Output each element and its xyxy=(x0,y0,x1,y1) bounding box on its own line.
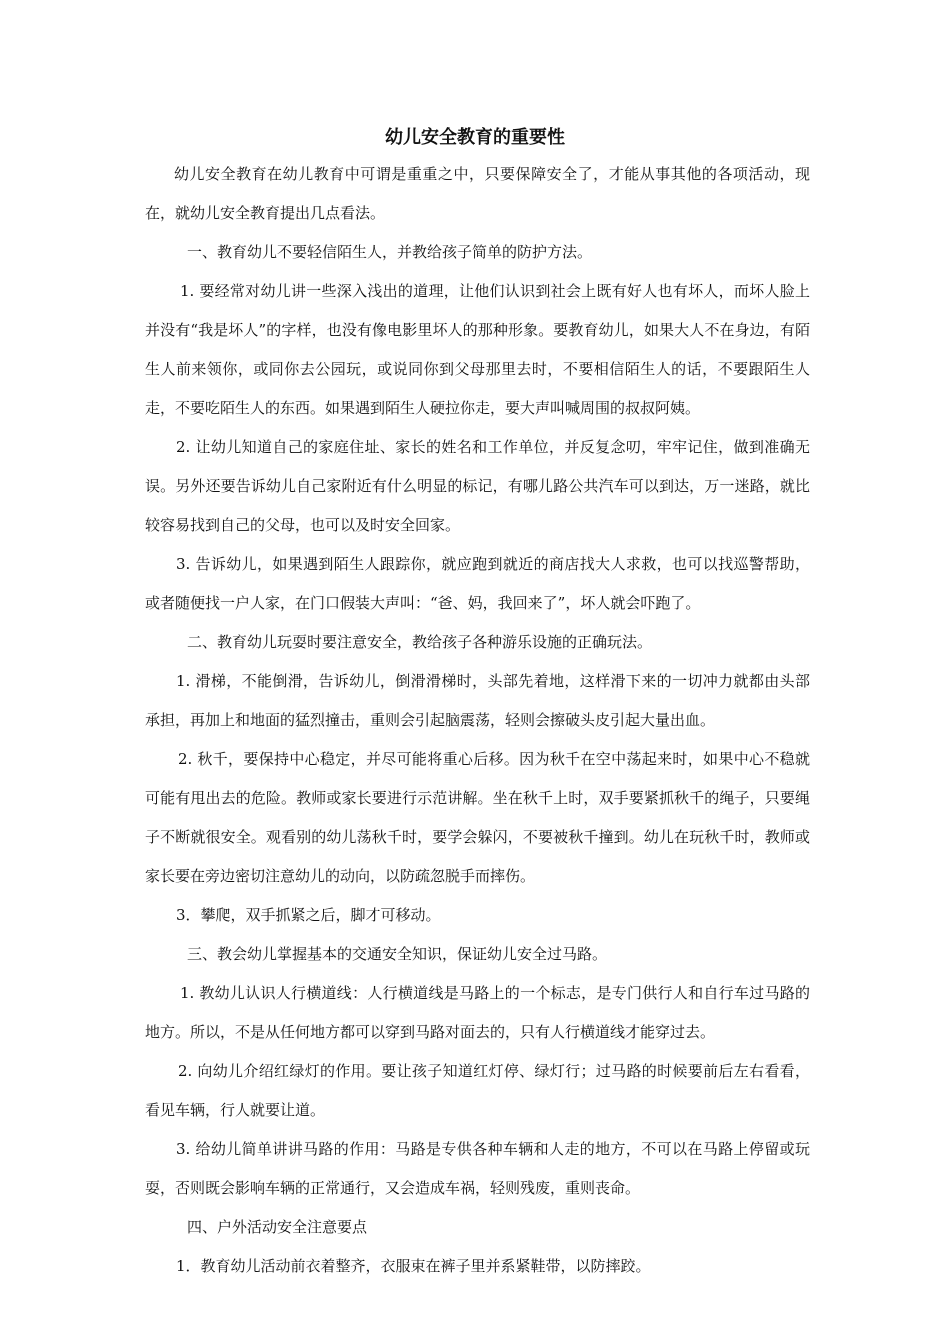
section-heading-3: 三、教会幼儿掌握基本的交通安全知识，保证幼儿安全过马路。 xyxy=(187,945,608,963)
section1-item3: 3. 告诉幼儿，如果遇到陌生人跟踪你，就应跑到就近的商店找大人求救，也可以找巡警帮助，或者随便找一户人家，在门口假装大声叫：“爸、妈，我回来了”，坏人就会吓跑了。 xyxy=(145,555,810,612)
section3-item3: 3. 给幼儿简单讲讲马路的作用：马路是专供各种车辆和人走的地方，不可以在马路上停留或玩耍，否则既会影响车辆的正常通行，又会造成车祸，轻则残废，重则丧命。 xyxy=(145,1140,810,1197)
section2-item3: 3．攀爬，双手抓紧之后，脚才可移动。 xyxy=(176,906,441,924)
intro-paragraph: 幼儿安全教育在幼儿教育中可谓是重重之中，只要保障安全了，才能从事其他的各项活动，现在，就幼儿安全教育提出几点看法。 xyxy=(145,165,810,222)
section2-item2: 2. 秋千，要保持中心稳定，并尽可能将重心后移。因为秋千在空中荡起来时，如果中心不稳就可能有甩出去的危险。教师或家长要进行示范讲解。坐在秋千上时，双手要紧抓秋千的绳子，只要绳子不断就很安全。观看别的幼儿荡秋千时，要学会躲闪，不要被秋千撞到。幼儿在玩秋千时，教师或家长要在旁边密切注意幼儿的动向，以防疏忽脱手而摔伤。 xyxy=(145,750,810,885)
section-heading-2: 二、教育幼儿玩耍时要注意安全，教给孩子各种游乐设施的正确玩法。 xyxy=(187,633,653,651)
document-title: 幼儿安全教育的重要性 xyxy=(385,127,565,148)
section2-item1: 1. 滑梯，不能倒滑，告诉幼儿，倒滑滑梯时，头部先着地，这样滑下来的一切冲力就都由头部承担，再加上和地面的猛烈撞击，重则会引起脑震荡，轻则会擦破头皮引起大量出血。 xyxy=(145,672,810,729)
section-heading-1: 一、教育幼儿不要轻信陌生人，并教给孩子简单的防护方法。 xyxy=(187,243,593,261)
section1-item2: 2. 让幼儿知道自己的家庭住址、家长的姓名和工作单位，并反复念叨，牢牢记住，做到准确无误。另外还要告诉幼儿自己家附近有什么明显的标记，有哪儿路公共汽车可以到达，万一迷路，就比较容易找到自己的父母，也可以及时安全回家。 xyxy=(145,438,810,534)
section-heading-4: 四、户外活动安全注意要点 xyxy=(187,1218,368,1236)
section1-item1: 1. 要经常对幼儿讲一些深入浅出的道理，让他们认识到社会上既有好人也有坏人，而坏人脸上并没有“我是坏人”的字样，也没有像电影里坏人的那种形象。要教育幼儿，如果大人不在身边，有陌生人前来领你，或同你去公园玩，或说同你到父母那里去时，不要相信陌生人的话，不要跟陌生人走，不要吃陌生人的东西。如果遇到陌生人硬拉你走，要大声叫喊周围的叔叔阿姨。 xyxy=(145,282,810,417)
section3-item2: 2. 向幼儿介绍红绿灯的作用。要让孩子知道红灯停、绿灯行；过马路的时候要前后左右看看，看见车辆，行人就要让道。 xyxy=(145,1062,810,1119)
section3-item1: 1. 教幼儿认识人行横道线：人行横道线是马路上的一个标志，是专门供行人和自行车过马路的地方。所以，不是从任何地方都可以穿到马路对面去的，只有人行横道线才能穿过去。 xyxy=(145,984,810,1041)
document-body xyxy=(145,155,810,1286)
section4-item1: 1．教育幼儿活动前衣着整齐，衣服束在裤子里并系紧鞋带，以防摔跤。 xyxy=(176,1257,651,1275)
